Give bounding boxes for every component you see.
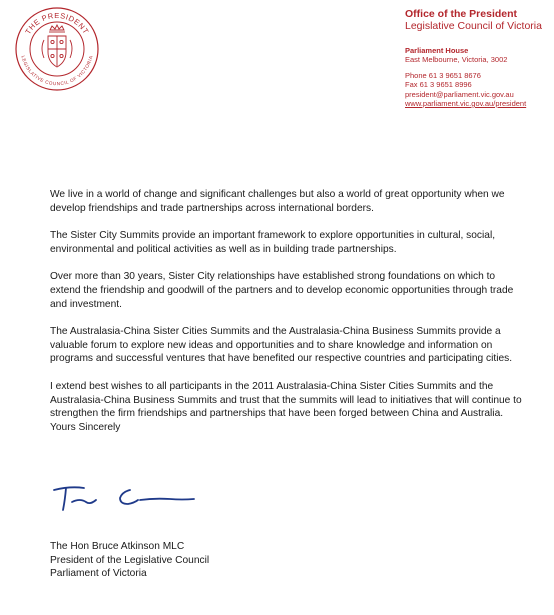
fax-number: Fax 61 3 9651 8996 (405, 80, 472, 89)
signatory-organization: Parliament of Victoria (50, 568, 147, 580)
seal-ring-top-text: THE PRESIDENT (23, 11, 91, 36)
closing: Yours Sincerely (50, 421, 121, 433)
paragraph-3: Over more than 30 years, Sister City relationships have established strong foundations on which to extend the friendship and goodwill of the partners and to develop economic opportunities through trade and investment. (50, 271, 514, 310)
letterhead (405, 8, 550, 109)
council-name: Legislative Council of Victoria (405, 20, 542, 32)
address: East Melbourne, Victoria, 3002 (405, 55, 508, 64)
letter-body (50, 188, 525, 434)
building-name: Parliament House (405, 46, 469, 55)
signatory-name: The Hon Bruce Atkinson MLC (50, 541, 185, 552)
paragraph-2: The Sister City Summits provide an important framework to explore opportunities in cultural, social, environmental and political activities as well as in building trade partnerships. (50, 230, 496, 255)
signatory-title: President of the Legislative Council (50, 554, 210, 566)
paragraph-4: The Australasia-China Sister Cities Summits and the Australasia-China Business Summits provide a valuable forum to explore new ideas and opportunities and to share knowledge and information on programs and successful ventures that have benefited our respective countries and participating cities. (50, 326, 513, 365)
coat-of-arms-icon (42, 25, 72, 67)
seal-ring-bottom-text: LEGISLATIVE COUNCIL OF VICTORIA (20, 55, 94, 87)
signatory-block (50, 540, 209, 581)
email-address: president@parliament.vic.gov.au (405, 89, 514, 99)
legislative-council-seal (14, 6, 100, 92)
paragraph-1: We live in a world of change and significant challenges but also a world of great opportunity when we develop friendships and trade partnerships across international borders. (50, 189, 505, 214)
handwritten-signature (50, 478, 210, 518)
paragraph-5: I extend best wishes to all participants in the 2011 Australasia-China Sister Cities Summits and the Australasia-China Business Summits and trust that the summits will lead to initiatives that will continue to strengthen the firm friendships and partnerships that have been forged between China and Australia. (50, 380, 522, 420)
phone-number: Phone 61 3 9651 8676 (405, 70, 481, 80)
office-title: Office of the President (405, 8, 518, 20)
website-link[interactable]: www.parliament.vic.gov.au/president (405, 99, 527, 108)
